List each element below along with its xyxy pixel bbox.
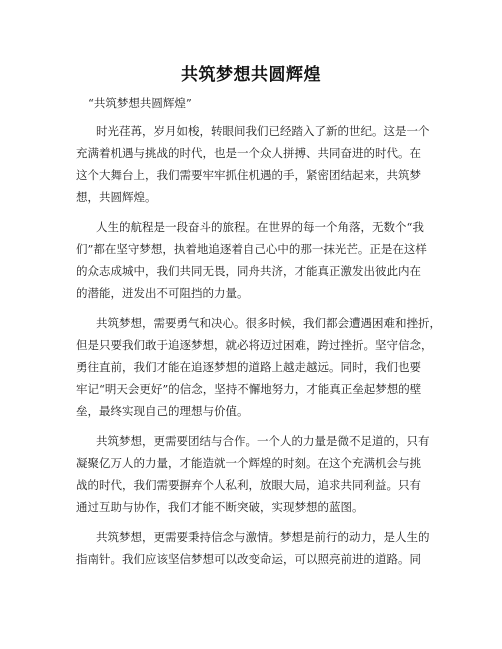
paragraph-line: 时光荏苒，岁月如梭，转眼间我们已经踏入了新的世纪。这是一个 — [96, 124, 430, 138]
paragraph-line: 共筑梦想，更需要秉持信念与激情。梦想是前行的动力，是人生的 — [96, 530, 430, 544]
paragraph-line: 这个大舞台上，我们需要牢牢抓住机遇的手，紧密团结起来，共筑梦 — [76, 168, 421, 182]
paragraph-line: 们”都在坚守梦想，执着地追逐着自己心中的那一抹光芒。正是在这样 — [76, 242, 427, 256]
document-subtitle: “共筑梦想共圆辉煌” — [88, 96, 192, 110]
document-title: 共筑梦想共圆辉煌 — [181, 65, 321, 85]
paragraph-line: 的潜能，迸发出不可阻挡的力量。 — [76, 286, 249, 300]
paragraph-line: 共筑梦想，更需要团结与合作。一个人的力量是微不足道的，只有 — [96, 434, 430, 448]
paragraph-line: 垒，最终实现自己的理想与价值。 — [76, 404, 249, 418]
paragraph-line: 战的时代，我们需要摒弃个人私利，放眼大局，追求共同利益。只有 — [76, 478, 421, 492]
paragraph-line: 的众志成城中，我们共同无畏，同舟共济，才能真正激发出彼此内在 — [76, 264, 421, 278]
paragraph-line: 指南针。我们应该坚信梦想可以改变命运，可以照亮前进的道路。同 — [76, 552, 421, 566]
paragraph-line: 勇往直前，我们才能在追逐梦想的道路上越走越远。同时，我们也要 — [76, 360, 421, 374]
paragraph-line: 凝聚亿万人的力量，才能造就一个辉煌的时刻。在这个充满机会与挑 — [76, 456, 421, 470]
paragraph-line: 通过互助与协作，我们才能不断突破，实现梦想的蓝图。 — [76, 500, 364, 514]
paragraph-line: 想，共圆辉煌。 — [76, 190, 157, 204]
paragraph-line: 但是只要我们敢于追逐梦想，就必将迈过困难，跨过挫折。坚守信念， — [76, 338, 433, 352]
paragraph-line: 人生的航程是一段奋斗的旅程。在世界的每一个角落，无数个“我 — [96, 220, 424, 234]
paragraph-line: 共筑梦想，需要勇气和决心。很多时候，我们都会遭遇困难和挫折， — [96, 316, 441, 330]
paragraph-line: 牢记“明天会更好”的信念，坚持不懈地努力，才能真正垒起梦想的壁 — [76, 382, 422, 396]
paragraph-line: 充满着机遇与挑战的时代，也是一个众人拼搏、共同奋进的时代。在 — [76, 146, 421, 160]
